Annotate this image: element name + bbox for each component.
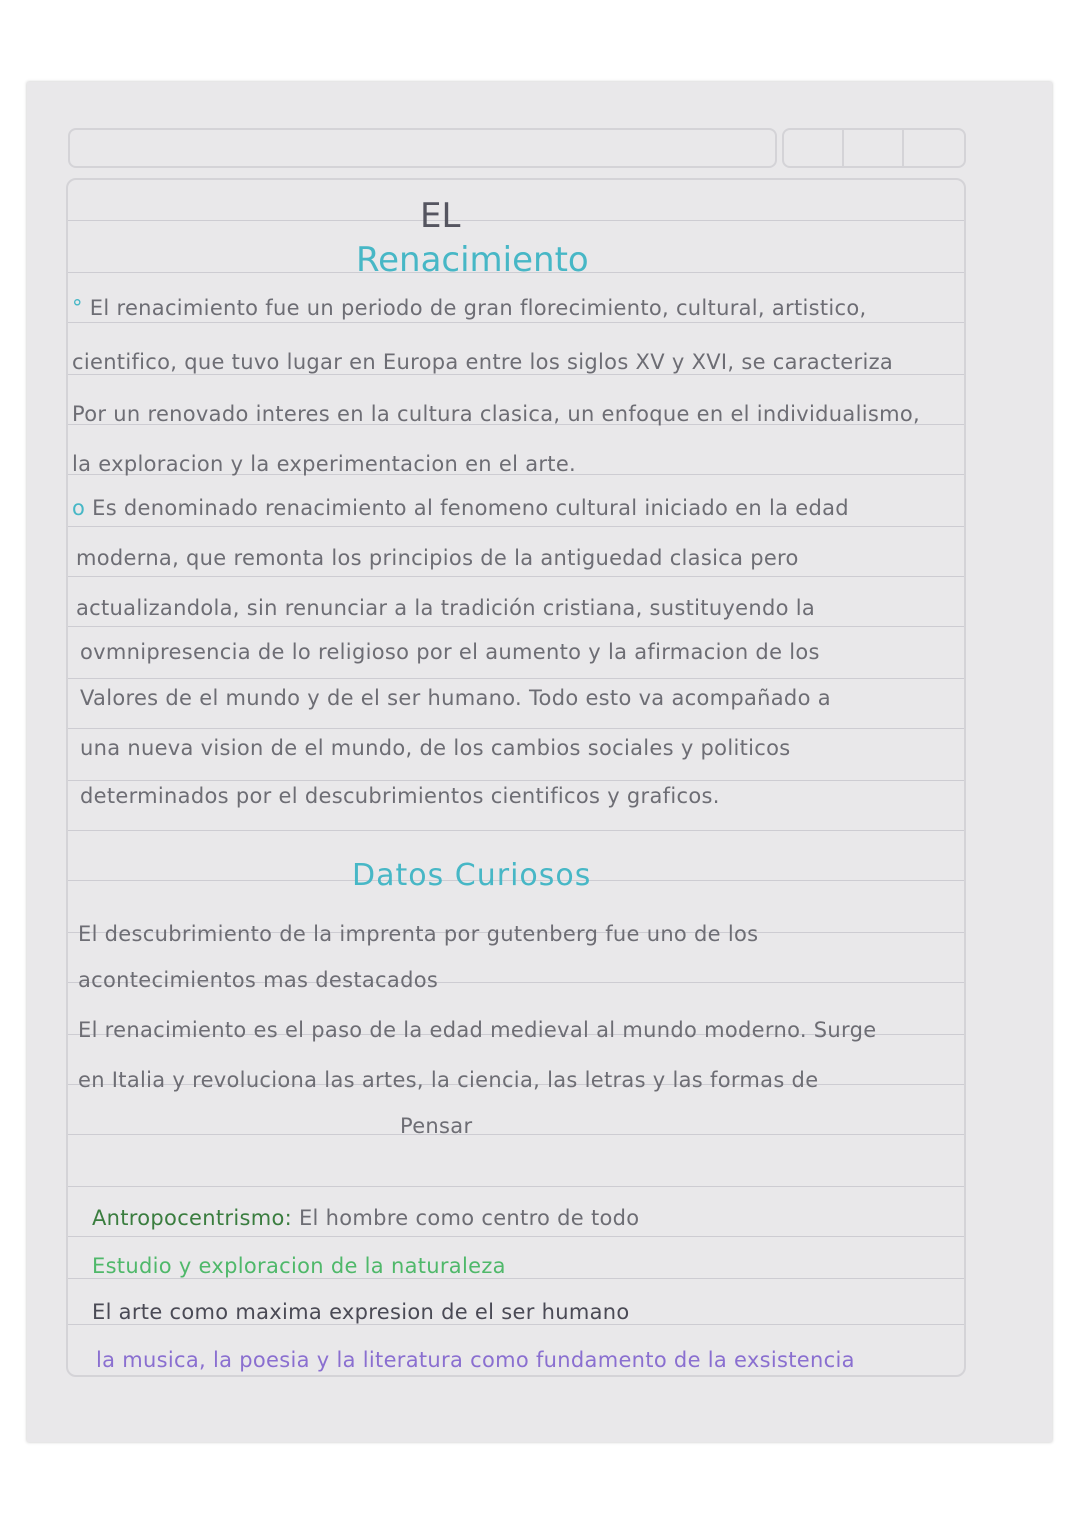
paragraph-1-line: la exploracion y la experimentacion en el arte. xyxy=(72,452,577,476)
datos-line: El renacimiento es el paso de la edad medieval al mundo moderno. Surge xyxy=(78,1018,877,1042)
date-divider xyxy=(842,130,844,166)
ruled-line xyxy=(68,830,964,831)
ruled-line xyxy=(68,780,964,781)
date-field xyxy=(782,128,966,168)
paragraph-2-line: moderna, que remonta los principios de la antiguedad clasica pero xyxy=(76,546,799,570)
datos-line: acontecimientos mas destacados xyxy=(78,968,439,992)
paragraph-2-line: ovmnipresencia de lo religioso por el aumento y la afirmacion de los xyxy=(80,640,820,664)
ruled-line xyxy=(68,1236,964,1237)
date-divider xyxy=(902,130,904,166)
header-field xyxy=(68,128,777,168)
bullet-icon: ° xyxy=(72,296,83,320)
summary-item: Antropocentrismo: El hombre como centro de todo xyxy=(92,1206,640,1230)
datos-line: El descubrimiento de la imprenta por gutenberg fue uno de los xyxy=(78,922,759,946)
title-line-1: EL xyxy=(420,196,461,236)
ruled-line xyxy=(68,526,964,527)
section-heading: Datos Curiosos xyxy=(352,858,592,893)
ruled-line xyxy=(68,322,964,323)
ruled-line xyxy=(68,1324,964,1325)
paragraph-2-line: Valores de el mundo y de el ser humano. Todo esto va acompañado a xyxy=(80,686,831,710)
datos-line: en Italia y revoluciona las artes, la ciencia, las letras y las formas de xyxy=(78,1068,819,1092)
ruled-line xyxy=(68,1134,964,1135)
summary-item: la musica, la poesia y la literatura como fundamento de la exsistencia xyxy=(96,1348,855,1372)
paragraph-1-line: ° El renacimiento fue un periodo de gran florecimiento, cultural, artistico, xyxy=(72,296,867,320)
ruled-line xyxy=(68,728,964,729)
summary-item: El arte como maxima expresion de el ser humano xyxy=(92,1300,630,1324)
bullet-icon: o xyxy=(72,496,86,520)
paragraph-2-line: o Es denominado renacimiento al fenomeno cultural iniciado en la edad xyxy=(72,496,849,520)
ruled-line xyxy=(68,626,964,627)
paragraph-1-line: Por un renovado interes en la cultura clasica, un enfoque en el individualismo, xyxy=(72,402,920,426)
ruled-line xyxy=(68,374,964,375)
ruled-line xyxy=(68,576,964,577)
ruled-line xyxy=(68,678,964,679)
ruled-line xyxy=(68,1186,964,1187)
paragraph-2-line: determinados por el descubrimientos cientificos y graficos. xyxy=(80,784,720,808)
datos-line: Pensar xyxy=(400,1114,473,1138)
paragraph-1-line: cientifico, que tuvo lugar en Europa entre los siglos XV y XVI, se caracteriza xyxy=(72,350,894,374)
paragraph-2-line: una nueva vision de el mundo, de los cambios sociales y politicos xyxy=(80,736,791,760)
paragraph-2-line: actualizandola, sin renunciar a la tradición cristiana, sustituyendo la xyxy=(76,596,816,620)
page-title: Renacimiento xyxy=(356,240,589,280)
summary-item: Estudio y exploracion de la naturaleza xyxy=(92,1254,506,1278)
ruled-line xyxy=(68,1278,964,1279)
ruled-line xyxy=(68,220,964,221)
